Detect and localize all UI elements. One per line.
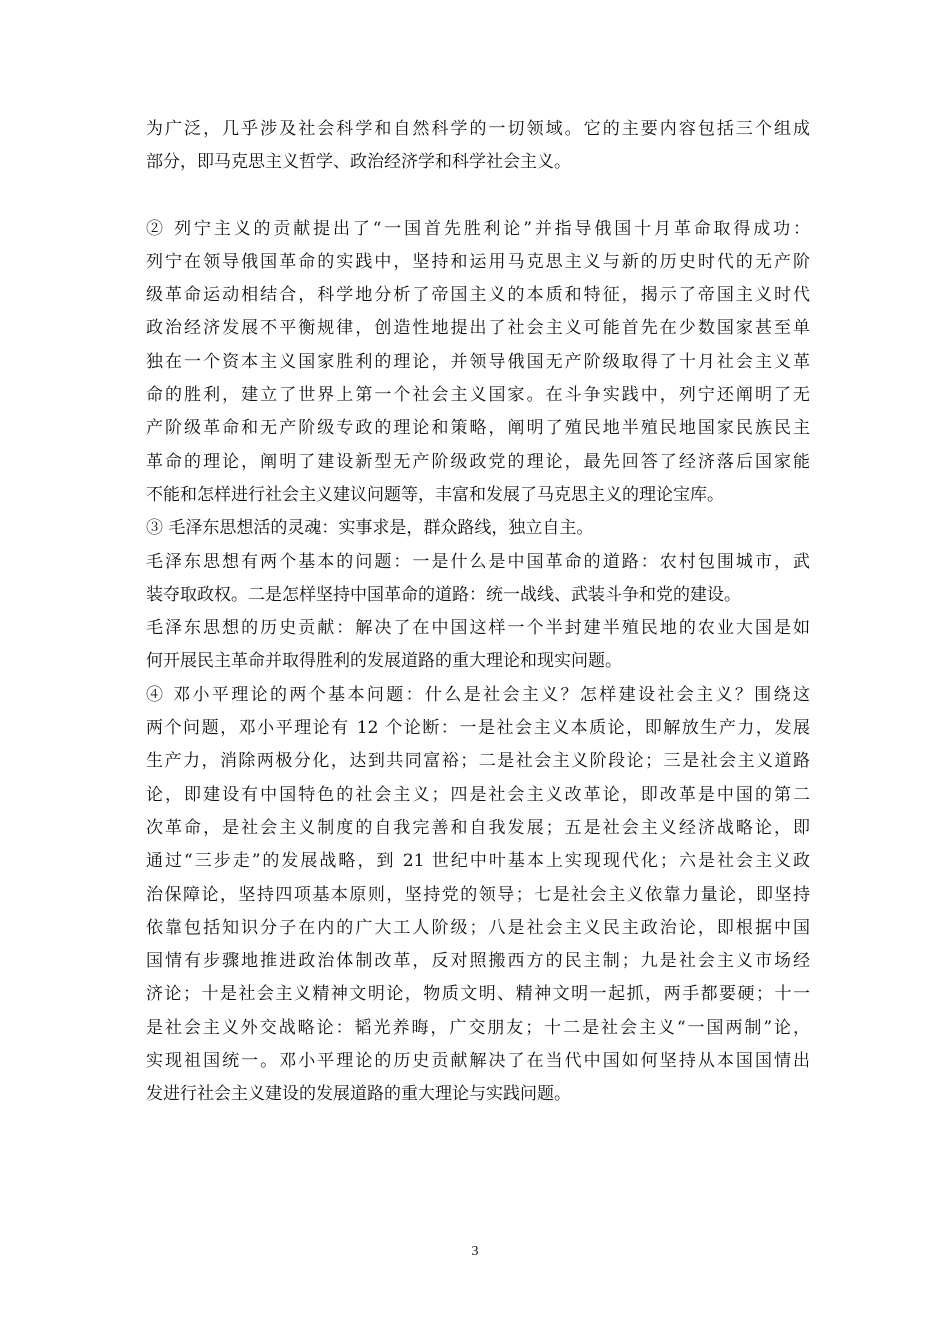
text-line: 独在一个资本主义国家胜利的理论，并领导俄国无产阶级取得了十月社会主义革 (146, 351, 810, 372)
text-line: ② 列宁主义的贡献提出了“一国首先胜利论”并指导俄国十月革命取得成功： (146, 218, 810, 239)
paragraph-leninism (146, 213, 810, 513)
text-line: 实现祖国统一。邓小平理论的历史贡献解决了在当代中国如何坚持从本国国情出 (146, 1051, 810, 1072)
text-line: 级革命运动相结合，科学地分析了帝国主义的本质和特征，揭示了帝国主义时代 (146, 285, 810, 306)
text-line: 列宁在领导俄国革命的实践中，坚持和运用马克思主义与新的历史时代的无产阶 (146, 251, 810, 272)
text-line: ④ 邓小平理论的两个基本问题：什么是社会主义？怎样建设社会主义？围绕这 (146, 684, 810, 705)
text-line: 部分，即马克思主义哲学、政治经济学和科学社会主义。 (146, 152, 571, 173)
paragraph-gap (146, 180, 810, 213)
paragraph-deng-theory (146, 679, 810, 1112)
text-line: 政治经济发展不平衡规律，创造性地提出了社会主义可能首先在少数国家甚至单 (146, 318, 810, 339)
text-line: 两个问题，邓小平理论有 12 个论断：一是社会主义本质论，即解放生产力，发展 (146, 718, 810, 739)
text-line: 何开展民主革命并取得胜利的发展道路的重大理论和现实问题。 (146, 651, 622, 672)
text-line: 毛泽东思想的历史贡献：解决了在中国这样一个半封建半殖民地的农业大国是如 (146, 618, 810, 639)
text-line: 济论；十是社会主义精神文明论，物质文明、精神文明一起抓，两手都要硬；十一 (146, 984, 810, 1005)
paragraph-mao-questions (146, 546, 810, 613)
paragraph-mao-contribution (146, 612, 810, 679)
text-line: 产阶级革命和无产阶级专政的理论和策略，阐明了殖民地半殖民地国家民族民主 (146, 418, 810, 439)
text-line: 论，即建设有中国特色的社会主义；四是社会主义改革论，即改革是中国的第二 (146, 784, 810, 805)
page-body (146, 113, 810, 1112)
text-line: 为广泛，几乎涉及社会科学和自然科学的一切领域。它的主要内容包括三个组成 (146, 119, 810, 139)
text-line: 是社会主义外交战略论：韬光养晦，广交朋友；十二是社会主义“一国两制”论， (146, 1017, 810, 1038)
text-line: 次革命，是社会主义制度的自我完善和自我发展；五是社会主义经济战略论，即 (146, 817, 810, 838)
text-line: ③ 毛泽东思想活的灵魂：实事求是，群众路线，独立自主。 (146, 518, 594, 539)
text-line: 依靠包括知识分子在内的广大工人阶级；八是社会主义民主政治论，即根据中国 (146, 917, 810, 938)
paragraph-continuation (146, 113, 810, 180)
paragraph-mao-soul (146, 512, 810, 545)
text-line: 不能和怎样进行社会主义建议问题等，丰富和发展了马克思主义的理论宝库。 (146, 484, 724, 505)
text-line: 治保障论，坚持四项基本原则，坚持党的领导；七是社会主义依靠力量论，即坚持 (146, 884, 810, 905)
text-line: 装夺取政权。二是怎样坚持中国革命的道路：统一战线、武装斗争和党的建设。 (146, 584, 741, 605)
text-line: 毛泽东思想有两个基本的问题：一是什么是中国革命的道路：农村包围城市，武 (146, 551, 810, 572)
text-line: 生产力，消除两极分化，达到共同富裕；二是社会主义阶段论；三是社会主义道路 (146, 751, 810, 772)
text-line: 革命的理论，阐明了建设新型无产阶级政党的理论，最先回答了经济落后国家能 (146, 451, 810, 472)
text-line: 国情有步骤地推进政治体制改革，反对照搬西方的民主制；九是社会主义市场经 (146, 951, 810, 972)
text-line: 命的胜利，建立了世界上第一个社会主义国家。在斗争实践中，列宁还阐明了无 (146, 385, 810, 406)
text-line: 发进行社会主义建设的发展道路的重大理论与实践问题。 (146, 1084, 571, 1105)
text-line: 通过“三步走”的发展战略，到 21 世纪中叶基本上实现现代化；六是社会主义政 (146, 851, 810, 872)
page-number: 3 (471, 1244, 479, 1259)
